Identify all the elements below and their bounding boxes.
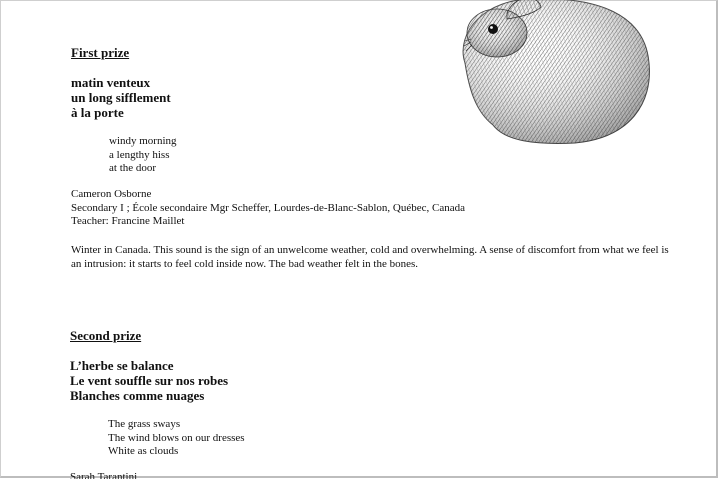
poem-fr-line: matin venteux bbox=[71, 75, 151, 90]
first-prize-heading: First prize bbox=[71, 45, 130, 60]
second-prize-heading: Second prize bbox=[70, 328, 142, 343]
second-prize-author: Sarah Tarantini bbox=[70, 471, 138, 479]
poem-fr-line: un long sifflement bbox=[71, 90, 171, 105]
poem-fr-line: L’herbe se balance bbox=[70, 358, 174, 373]
rabbit-illustration-icon bbox=[445, 0, 655, 145]
second-prize-poem-fr bbox=[70, 358, 228, 403]
first-prize-comment: Winter in Canada. This sound is the sign of an unwelcome weather, cold and overwhelming. A sense of discomfort from what we feel is an intrusion: it starts to feel cold inside now. The bad weather felt in the bones. bbox=[71, 244, 669, 270]
poem-en-line: at the door bbox=[109, 162, 157, 174]
poem-fr-line: Le vent souffle sur nos robes bbox=[70, 373, 229, 388]
poem-en-line: The wind blows on our dresses bbox=[108, 431, 245, 444]
second-prize-poem-en bbox=[108, 418, 245, 459]
poem-en-line: White as clouds bbox=[108, 445, 179, 457]
poem-en-line: windy morning bbox=[109, 135, 177, 147]
poem-en-line: a lengthy hiss bbox=[109, 148, 170, 161]
first-prize-poem-fr bbox=[71, 75, 171, 120]
first-prize-credits bbox=[71, 188, 465, 229]
poem-fr-line: à la porte bbox=[71, 105, 124, 120]
teacher-line: Teacher: Francine Maillet bbox=[71, 215, 185, 227]
first-prize-poem-en bbox=[109, 135, 177, 176]
author-name: Cameron Osborne bbox=[71, 188, 152, 200]
poem-en-line: The grass sways bbox=[108, 418, 181, 430]
school-line: Secondary I ; École secondaire Mgr Scheffer, Lourdes-de-Blanc-Sablon, Québec, Canada bbox=[71, 201, 465, 214]
poem-fr-line: Blanches comme nuages bbox=[70, 388, 205, 403]
